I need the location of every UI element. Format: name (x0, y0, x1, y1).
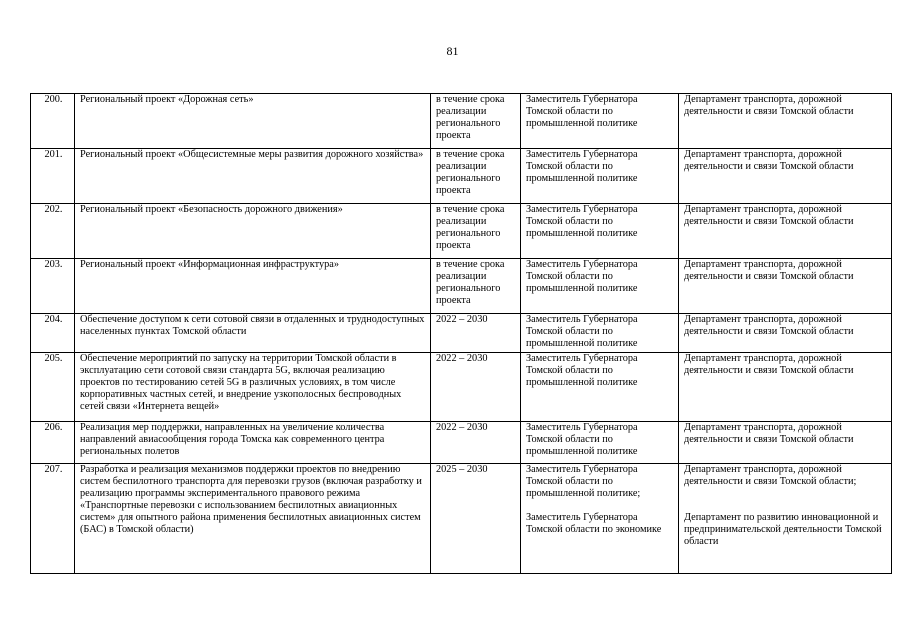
page-number: 81 (446, 44, 459, 58)
responsible-cell: Заместитель Губернатора Томской области по промышленной политике (521, 422, 679, 464)
term-cell: в течение срока реализации регионального проекта (431, 259, 521, 314)
term-cell: 2022 – 2030 (431, 422, 521, 464)
table-row (31, 204, 892, 259)
row-number: 201. (31, 149, 75, 204)
activity-cell: Разработка и реализация механизмов поддержки проектов по внедрению систем беспилотного транспорта для перевозки грузов (включая разработку и реализацию программы экспериментального правового режима «Транспортные перевозки с использованием беспилотных авиационных систем» для опытного района применения беспилотных авиационных систем (БАС) в Томской области) (75, 464, 431, 574)
term-cell: в течение срока реализации регионального проекта (431, 149, 521, 204)
table-row (31, 259, 892, 314)
row-number: 206. (31, 422, 75, 464)
executor-cell: Департамент транспорта, дорожной деятельности и связи Томской области (679, 259, 892, 314)
activity-cell: Реализация мер поддержки, направленных на увеличение количества направлений авиасообщения города Томска как современного центра региональных полетов (75, 422, 431, 464)
plan-table (30, 93, 892, 574)
term-cell: 2025 – 2030 (431, 464, 521, 574)
activity-cell: Региональный проект «Информационная инфраструктура» (75, 259, 431, 314)
table-row (31, 353, 892, 422)
executor-cell: Департамент транспорта, дорожной деятельности и связи Томской области (679, 204, 892, 259)
row-number: 202. (31, 204, 75, 259)
responsible-cell: Заместитель Губернатора Томской области по промышленной политике (521, 204, 679, 259)
activity-cell: Региональный проект «Дорожная сеть» (75, 94, 431, 149)
activity-cell: Региональный проект «Безопасность дорожного движения» (75, 204, 431, 259)
row-number: 200. (31, 94, 75, 149)
executor-cell: Департамент транспорта, дорожной деятельности и связи Томской области (679, 314, 892, 353)
responsible-cell: Заместитель Губернатора Томской области по промышленной политике; Заместитель Губернатора Томской области по экономике (521, 464, 679, 574)
row-number: 203. (31, 259, 75, 314)
executor-cell: Департамент транспорта, дорожной деятельности и связи Томской области (679, 94, 892, 149)
table-row (31, 314, 892, 353)
executor-cell: Департамент транспорта, дорожной деятельности и связи Томской области (679, 422, 892, 464)
term-cell: в течение срока реализации регионального проекта (431, 94, 521, 149)
responsible-cell: Заместитель Губернатора Томской области по промышленной политике (521, 149, 679, 204)
term-cell: 2022 – 2030 (431, 314, 521, 353)
row-number: 204. (31, 314, 75, 353)
responsible-cell: Заместитель Губернатора Томской области по промышленной политике (521, 94, 679, 149)
activity-cell: Обеспечение доступом к сети сотовой связи в отдаленных и труднодоступных населенных пунктах Томской области (75, 314, 431, 353)
term-cell: в течение срока реализации регионального проекта (431, 204, 521, 259)
executor-cell: Департамент транспорта, дорожной деятельности и связи Томской области; Департамент по развитию инновационной и предпринимательской деятельности Томской области (679, 464, 892, 574)
executor-cell: Департамент транспорта, дорожной деятельности и связи Томской области (679, 353, 892, 422)
responsible-cell: Заместитель Губернатора Томской области по промышленной политике (521, 314, 679, 353)
executor-cell: Департамент транспорта, дорожной деятельности и связи Томской области (679, 149, 892, 204)
table-row (31, 149, 892, 204)
activity-cell: Обеспечение мероприятий по запуску на территории Томской области в эксплуатацию сети сотовой связи стандарта 5G, включая реализацию проектов по тестированию сетей 5G в различных условиях, в том числе корпоративных частных сетей, и внедрение узкополосных беспроводных сетей связи «Интернета вещей» (75, 353, 431, 422)
row-number: 207. (31, 464, 75, 574)
term-cell: 2022 – 2030 (431, 353, 521, 422)
table-row (31, 464, 892, 574)
table-row (31, 94, 892, 149)
table-row (31, 422, 892, 464)
row-number: 205. (31, 353, 75, 422)
activity-cell: Региональный проект «Общесистемные меры развития дорожного хозяйства» (75, 149, 431, 204)
responsible-cell: Заместитель Губернатора Томской области по промышленной политике (521, 259, 679, 314)
responsible-cell: Заместитель Губернатора Томской области по промышленной политике (521, 353, 679, 422)
